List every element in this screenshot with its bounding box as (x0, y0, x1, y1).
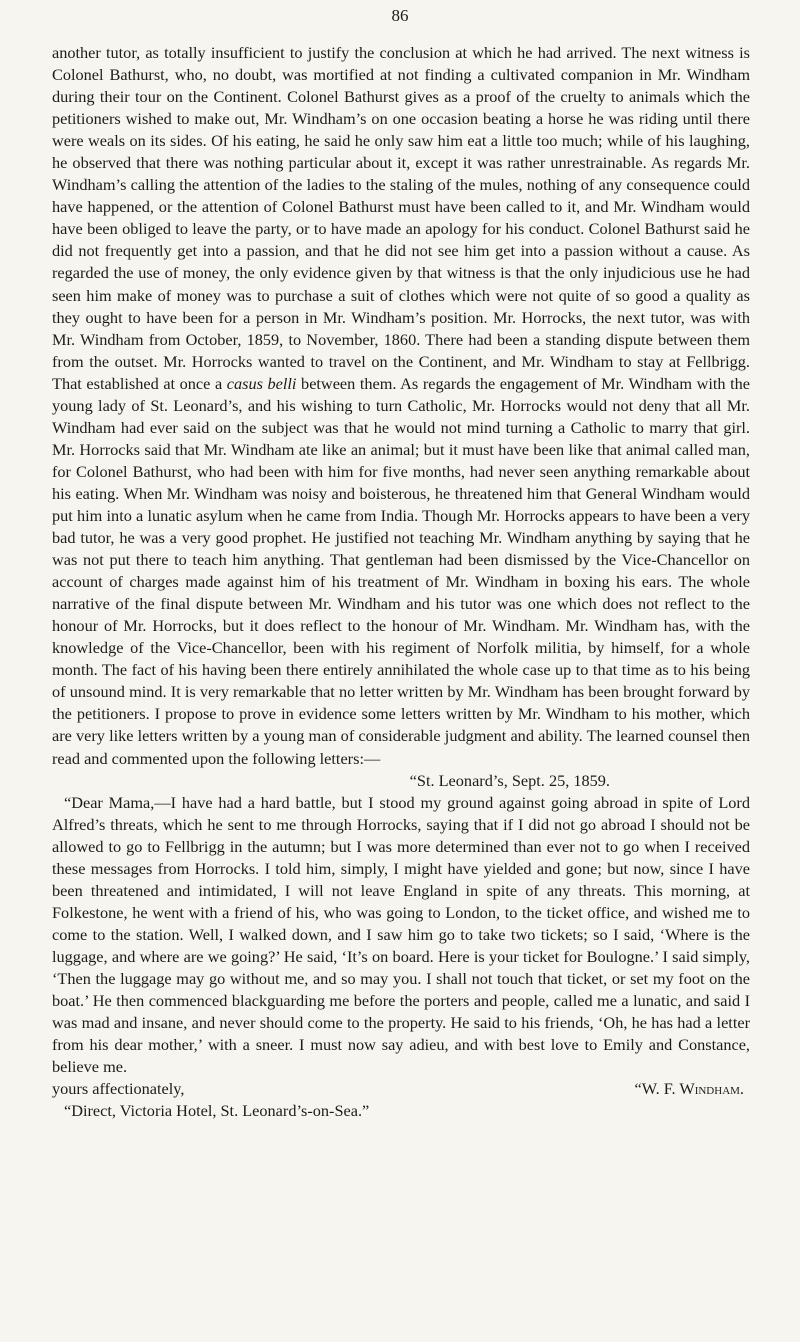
letter-address: “Direct, Victoria Hotel, St. Leonard’s-on-Sea.” (64, 1101, 370, 1121)
signature-line (52, 1078, 750, 1100)
page-number: 86 (391, 6, 409, 25)
letter-body: “Dear Mama,—I have had a hard battle, but I stood my ground against going abroad in spite of Lord Alfred’s threats, which he sent to me through Horrocks, saying that if I did not go abroad I should not be allowed to go to Fellbrigg in the autumn; but I was more determined than ever not to go when I received these messages from Horrocks. I told him, simply, I might have yielded and gone; but now, since I have been threatened and intimidated, I will not leave England in spite of any threats. This morning, at Folkestone, he went with a friend of his, who was going to London, to the ticket office, and wished me to come to the station. Well, I walked down, and I saw him go to take two tickets; so I said, ‘Where is the luggage, and where are we going?’ He said, ‘It’s on board. Here is your ticket for Boulogne.’ I said simply, ‘Then the luggage may go without me, and so may you. I shall not touch that ticket, or set my foot on the boat.’ He then commenced blackguarding me before the porters and people, called me a lunatic, and said I was mad and insane, and never should come to the property. He said to his friends, ‘Oh, he has had a letter from his dear mother,’ with a sneer. I must now say adieu, and with best love to Emily and Constance, believe me. (52, 792, 750, 1077)
main-paragraph-text: another tutor, as totally insufficient to justify the conclusion at which he had arrived. The next witness is Colonel Bathurst, who, no doubt, was mortified at not finding a cultivated companion in Mr. Windham during their tour on the Continent. Colonel Bathurst gives as a proof of the cruelty to animals which the petitioners wished to make out, Mr. Windham’s on one occasion beating a horse he was riding until there were weals on its sides. Of his eating, he said he only saw him eat a little too much; while of his laughing, he observed that there was nothing particular about it, except it was rather unrestrainable. As regards Mr. Windham’s calling the attention of the ladies to the staling of the mules, nothing of any consequence could have happened, or the attention of Colonel Bathurst must have been called to it, and Mr. Windham would have been obliged to leave the party, or to have made an apology for his conduct. Colonel Bathurst said he did not frequently get into a passion, and that he did not see him get into a passion without a cause. As regarded the use of money, the only evidence given by that witness is that the only injudicious use he had seen him make of money was to purchase a suit of clothes which were not quite of so good a quality as they ought to have been for a person in Mr. Windham’s position. Mr. Horrocks, the next tutor, was with Mr. Windham from October, 1859, to November, 1860. There had been a standing dispute between them from the outset. Mr. Horrocks wanted to travel on the Continent, and Mr. Windham to stay at Fellbrigg. That established at once a (52, 43, 750, 393)
letter-closing: yours affectionately, (52, 1079, 185, 1099)
main-paragraph (52, 42, 750, 770)
letter-date: “St. Leonard’s, Sept. 25, 1859. (409, 770, 610, 790)
main-paragraph-continuation: between them. As regards the engagement of Mr. Windham with the young lady of St. Leonard’s, and his wishing to turn Catholic, Mr. Horrocks would not deny that all Mr. Windham had ever said on the subject was that he would not mind turning a Catholic to marry that girl. Mr. Horrocks said that Mr. Windham ate like an animal; but it must have been like that animal called man, for Colonel Bathurst, who had been with him for five months, had never seen anything remarkable about his eating. When Mr. Windham was noisy and boisterous, he threatened him that General Windham would put him into a lunatic asylum when he came from India. Though Mr. Horrocks appears to have been a very bad tutor, he was a very good prophet. He justified not teaching Mr. Windham anything by saying that he was not put there to teach him anything. That gentleman had been dismissed by the Vice-Chancellor on account of charges made against him of his treatment of Mr. Windham in boxing his ears. The whole narrative of the final dispute between Mr. Windham and his tutor was one which does not reflect to the honour of Mr. Horrocks, but it does reflect to the honour of Mr. Windham. Mr. Windham has, with the knowledge of the Vice-Chancellor, been with his regiment of Norfolk militia, by himself, for a whole month. The fact of his having been there entirely annihilated the whole case up to that time as to his being of unsound mind. It is very remarkable that no letter written by Mr. Windham has been brought forward by the petitioners. I propose to prove in evidence some letters written by Mr. Windham to his mother, which are very like letters written by a young man of considerable judgment and ability. The learned counsel then read and commented upon the following letters:— (52, 373, 751, 768)
casus-belli-phrase: casus belli (226, 373, 297, 393)
letter-signature: “W. F. Windham. (634, 1079, 744, 1099)
article-body (52, 42, 750, 1122)
